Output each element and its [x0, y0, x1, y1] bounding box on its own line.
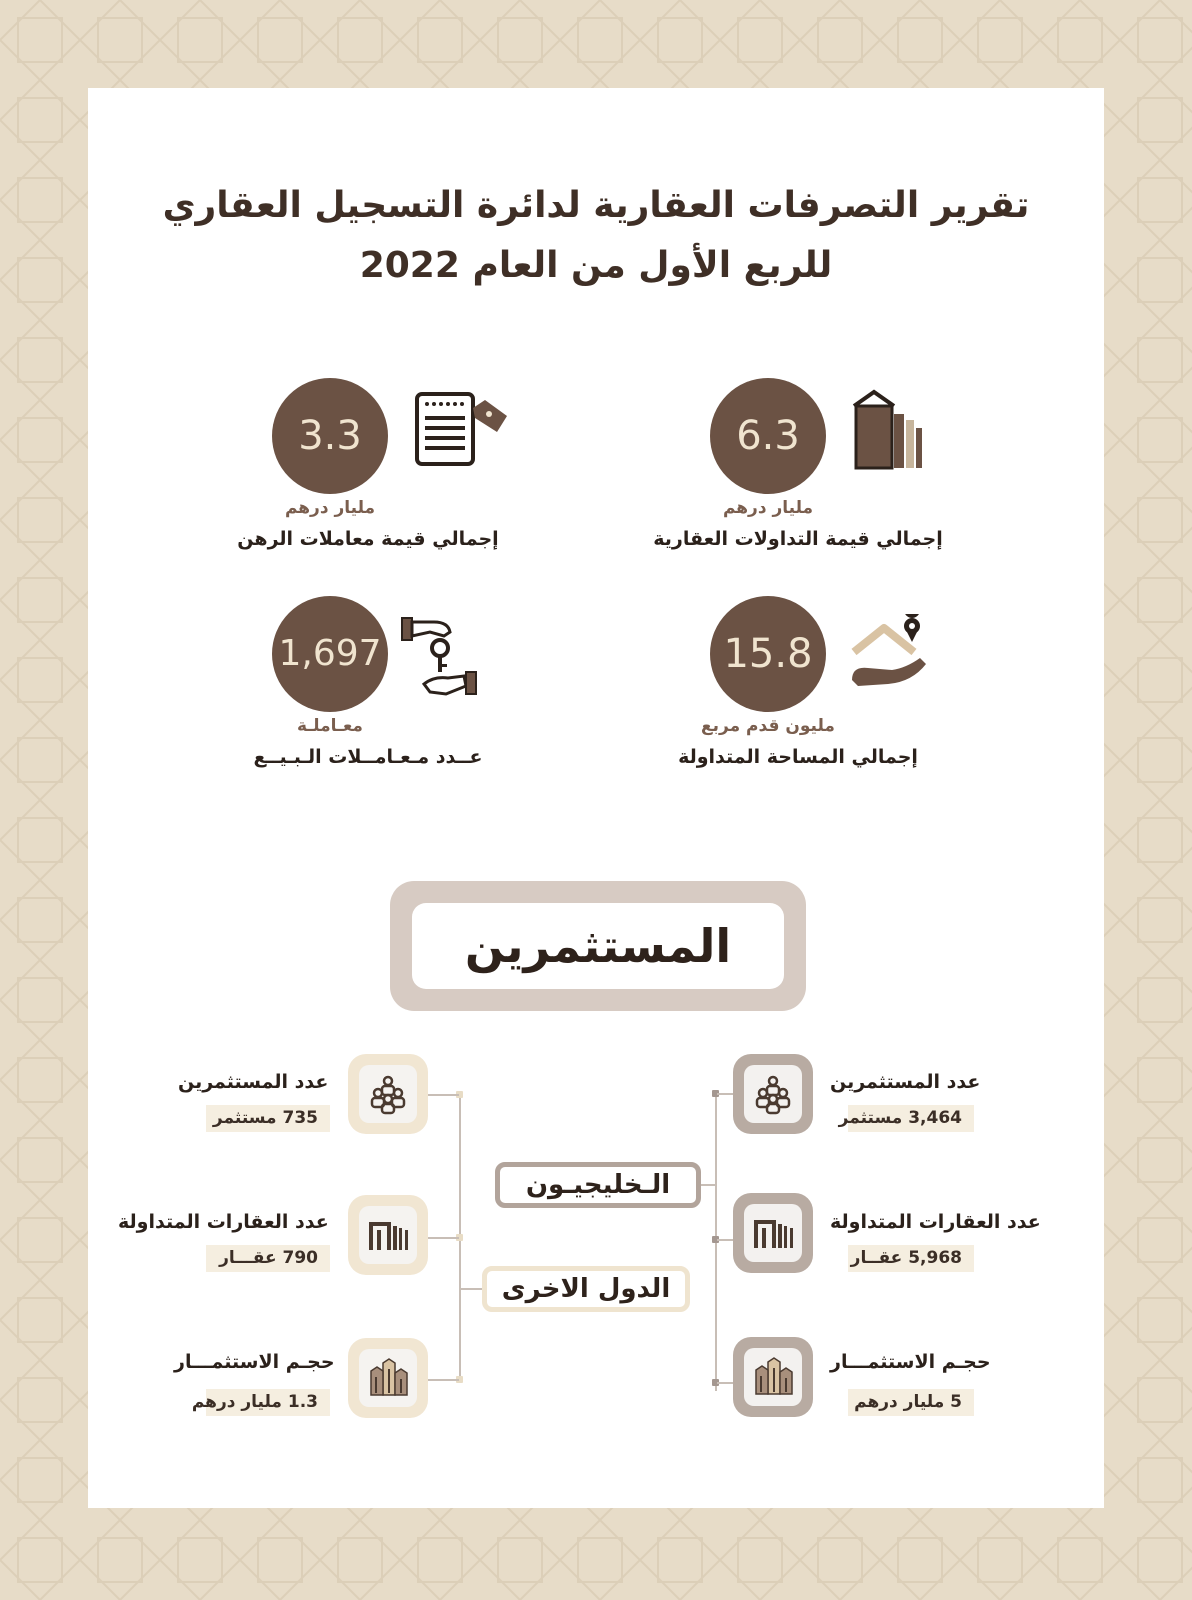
buildings-icon [850, 384, 930, 474]
hand-house-icon [848, 614, 932, 694]
gulf-connector-stub [717, 1093, 733, 1095]
stat-value-sales: 1,697 [272, 596, 388, 712]
other-connector-stub [428, 1094, 459, 1096]
other-investors-label: عدد المستثمرين [178, 1071, 329, 1093]
gulf-investors-value: 3,464 مستثمر [848, 1105, 974, 1132]
gulf-properties-tile [733, 1193, 813, 1273]
other-investors-tile [348, 1054, 428, 1134]
report-title-line2: للربع الأول من العام 2022 [359, 245, 833, 286]
key-handover-icon [400, 614, 490, 704]
investment-blocks-icon [359, 1349, 417, 1407]
gulf-properties-value: 5,968 عقــار [848, 1245, 974, 1272]
property-bars-icon [359, 1206, 417, 1264]
other-investors-value: 735 مستثمر [206, 1105, 330, 1132]
legend-other-countries: الدول الاخرى [482, 1266, 690, 1312]
gulf-connector-stub [717, 1239, 733, 1241]
investors-section-header [390, 881, 806, 1011]
other-connector-stub [428, 1379, 459, 1381]
report-title-line1: تقرير التصرفات العقارية لدائرة التسجيل العقاري [162, 185, 1030, 226]
gulf-investment-tile [733, 1337, 813, 1417]
gulf-investors-label: عدد المستثمرين [830, 1071, 981, 1093]
gulf-investment-label: حجـم الاستثمـــار [830, 1351, 991, 1373]
other-investment-tile [348, 1338, 428, 1418]
stat-unit-mortgage: مليار درهم [284, 498, 376, 518]
gulf-investors-tile [733, 1054, 813, 1134]
gulf-properties-label: عدد العقارات المتداولة [830, 1211, 1041, 1233]
other-investment-label: حجـم الاستثمـــار [174, 1351, 335, 1373]
other-properties-tile [348, 1195, 428, 1275]
investors-section-title: المستثمرين [412, 903, 784, 989]
document-tag-icon [413, 388, 513, 468]
gulf-investment-value: 5 مليار درهم [848, 1389, 974, 1416]
stat-label-area: إجمالي المساحة المتداولة [678, 746, 918, 768]
report-card [88, 88, 1104, 1508]
other-properties-label: عدد العقارات المتداولة [118, 1211, 329, 1233]
legend-gulf: الـخليجيـون [495, 1162, 701, 1208]
stat-unit-trading: مليار درهم [722, 498, 814, 518]
stat-unit-sales: معـاملـة [297, 716, 363, 736]
other-properties-value: 790 عقـــار [206, 1245, 330, 1272]
stat-value-trading: 6.3 [710, 378, 826, 494]
other-connector-branch [459, 1288, 483, 1290]
property-bars-icon [744, 1204, 802, 1262]
investment-blocks-icon [744, 1348, 802, 1406]
people-icon [744, 1065, 802, 1123]
gulf-connector-branch [701, 1184, 717, 1186]
stat-label-mortgage: إجمالي قيمة معاملات الرهن [237, 528, 499, 550]
stat-label-sales: عــدد مـعـامــلات الـبـيــع [253, 746, 483, 768]
people-icon [359, 1065, 417, 1123]
other-investment-value: 1.3 مليار درهم [206, 1389, 330, 1416]
stat-unit-area: مليون قدم مربع [701, 716, 835, 736]
stat-value-area: 15.8 [710, 596, 826, 712]
gulf-connector-stub [717, 1382, 733, 1384]
stat-label-trading: إجمالي قيمة التداولات العقارية [653, 528, 943, 550]
other-connector-stub [428, 1237, 459, 1239]
stat-value-mortgage: 3.3 [272, 378, 388, 494]
